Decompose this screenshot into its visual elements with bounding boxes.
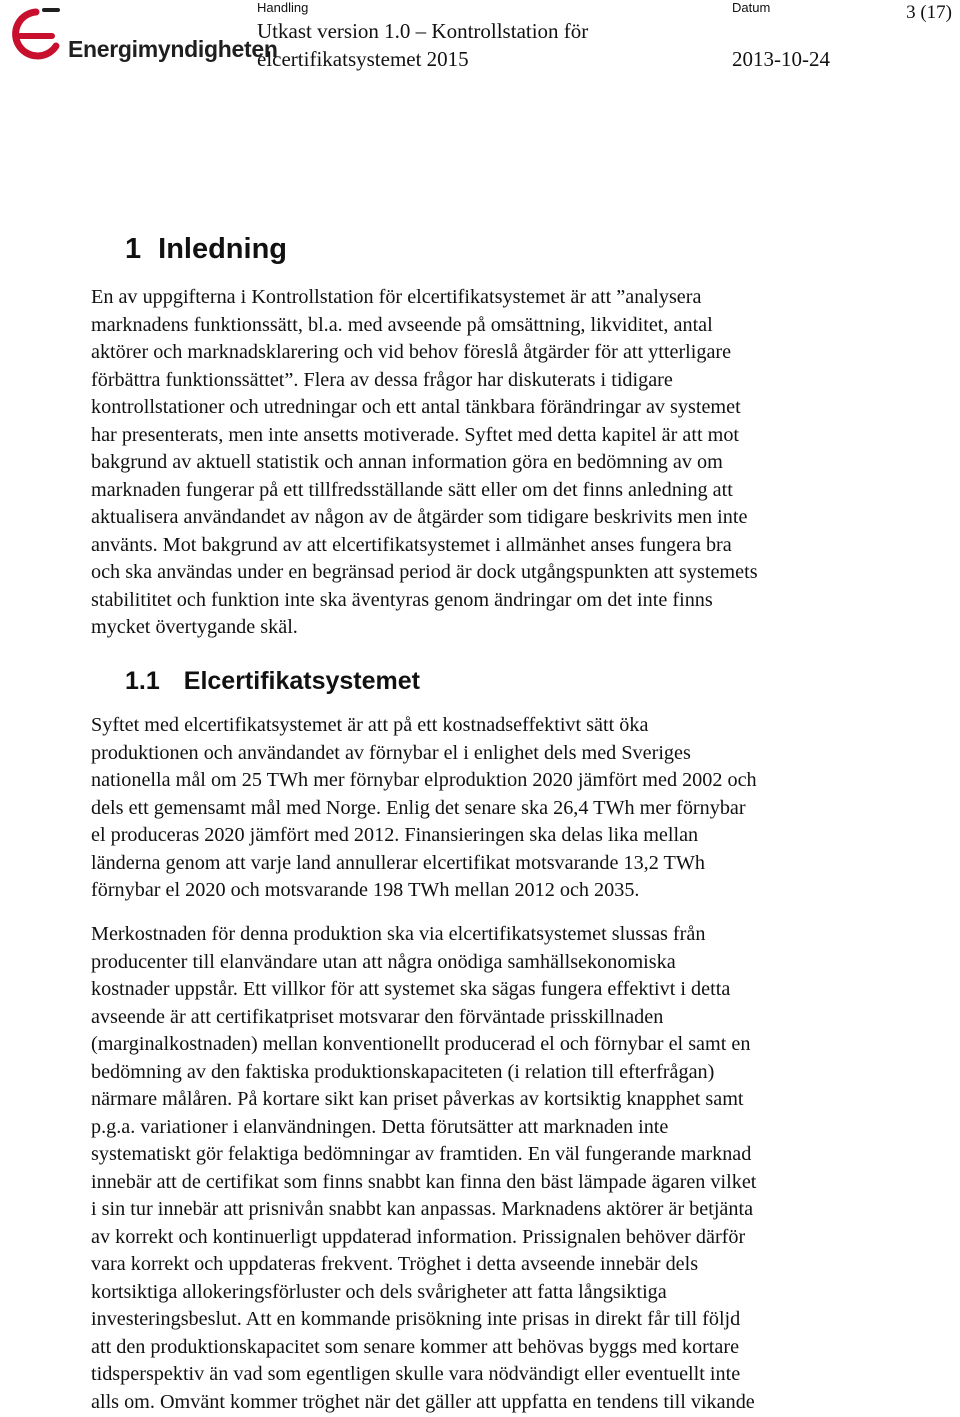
cost-paragraph-line: tidsperspektiv än vad som egentligen skulle vara nödvändigt eller eventuellt inte [91, 1363, 741, 1385]
handling-value-line2: elcertifikatsystemet 2015 [257, 47, 469, 71]
cost-paragraph-line: p.g.a. variationer i elanvändningen. Detta förutsätter att marknaden inte [91, 1115, 669, 1138]
cost-paragraph-line: närmare målåren. På kortare sikt kan priset påverkas av kortsiktig knapphet samt [91, 1088, 744, 1110]
intro-paragraph-line: aktörer och marknadsklarering och vid behov föreslå åtgärder för att ytterligare [91, 341, 732, 363]
intro-paragraph-line: bakgrund av aktuell statistik och annan information göra en bedömning av om [91, 451, 723, 473]
intro-paragraph-line: En av uppgifterna i Kontrollstation för elcertifikatsystemet är att ”analysera [91, 286, 702, 308]
section-number: 1 [125, 233, 142, 265]
purpose-paragraph-line: el produceras 2020 jämfört med 2012. Finansieringen ska delas lika mellan [91, 824, 699, 846]
cost-paragraph-line: alls om. Omvänt kommer tröghet när det gäller att uppfatta en tendens till vikande [91, 1390, 755, 1413]
intro-paragraph-line: kontrollstationer och utredningar och ett antal tänkbara förändringar av systemet [91, 396, 741, 418]
purpose-paragraph-line: förnybar el 2020 och motsvarande 198 TWh mellan 2012 och 2035. [91, 879, 640, 901]
purpose-paragraph-line: dels ett gemensamt mål med Norge. Enlig det senare ska 26,4 TWh mer förnybar [91, 796, 746, 819]
page-header [0, 0, 960, 80]
intro-paragraph-line: mycket övertygande skäl. [91, 616, 298, 638]
subsection-heading-elcertifikatsystemet [125, 667, 420, 696]
cost-paragraph-line: Merkostnaden för denna produktion ska via elcertifikatsystemet slussas från [91, 923, 706, 945]
cost-paragraph-line: systematiskt gör felaktiga bedömningar av framtiden. En väl fungerande marknad [91, 1143, 752, 1165]
cost-paragraph-line: kortsiktiga allokeringsförluster och dels svårigheter att fatta långsiktiga [91, 1280, 667, 1303]
handling-label: Handling [257, 0, 309, 15]
intro-paragraph-line: har presenterats, men inte ansetts motiverade. Syftet med detta kapitel är att mot [91, 423, 740, 446]
energimyndigheten-logo [6, 6, 278, 66]
cost-paragraph-line: (marginalkostnaden) mellan konventionellt producerad el och förnybar el samt en [91, 1033, 751, 1055]
intro-paragraph-line: använts. Mot bakgrund av att elcertifikatsystemet i allmänhet anses fungera bra [91, 533, 732, 556]
intro-paragraph-line: aktualisera användandet av någon av de åtgärder som tidigare beskrivits men inte [91, 506, 748, 528]
purpose-paragraph-line: Syftet med elcertifikatsystemet är att på ett kostnadseffektivt sätt öka [91, 714, 649, 736]
cost-paragraph [91, 921, 891, 1416]
cost-paragraph-line: i sin tur innebär att prisnivån snabbt kan anpassas. Marknadens aktörer är betjänta [91, 1198, 754, 1220]
cost-paragraph-line: vara korrekt och uppdateras frekvent. Tröghet i detta avseende innebär dels [91, 1253, 699, 1275]
cost-paragraph-line: att den produktionskapacitet som senare kommer att behövas byggs med kortare [91, 1335, 740, 1358]
intro-paragraph [91, 284, 891, 642]
logo-wordmark: Energimyndigheten [68, 36, 278, 62]
cost-paragraph-line: bedömning av den faktiska produktionskapaciteten (i relation till efterfrågan) [91, 1060, 715, 1083]
purpose-paragraph-line: nationella mål om 25 TWh mer förnybar elproduktion 2020 jämfört med 2002 och [91, 769, 757, 791]
purpose-paragraph [91, 712, 891, 905]
page-number: 3 (17) [906, 2, 952, 23]
section-heading-inledning [125, 233, 287, 266]
handling-value-line1: Utkast version 1.0 – Kontrollstation för [257, 19, 589, 43]
datum-label: Datum [732, 0, 771, 15]
cost-paragraph-line: innebär att de certifikat som finns snabbt kan finna den bäst lämpade ägaren vilket [91, 1170, 757, 1193]
intro-paragraph-line: marknaden fungerar på ett tillfredsställande sätt eller om det finns anledning att [91, 478, 733, 501]
cost-paragraph-line: avseende är att certifikatpriset motsvarar den förväntade prisskillnaden [91, 1005, 664, 1028]
intro-paragraph-line: stabilititet och funktion inte ska äventyras genom ändringar om det inte finns [91, 588, 713, 611]
cost-paragraph-line: producenter till elanvändare utan att några onödiga samhällsekonomiska [91, 950, 676, 973]
purpose-paragraph-line: produktionen och användandet av förnybar el i enlighet dels med Sveriges [91, 741, 691, 764]
cost-paragraph-line: av korrekt och kontinuerligt uppdaterad information. Prissignalen behöver därför [91, 1225, 746, 1248]
intro-paragraph-line: förbättra funktionssättet”. Flera av dessa frågor har diskuterats i tidigare [91, 368, 673, 391]
cost-paragraph-line: kostnader uppstår. Ett villkor för att systemet ska sägas fungera effektivt i detta [91, 978, 731, 1000]
datum-value: 2013-10-24 [732, 47, 830, 71]
section-title: Inledning [158, 233, 288, 265]
purpose-paragraph-line: länderna genom att varje land annullerar elcertifikat motsvarande 13,2 TWh [91, 851, 705, 874]
intro-paragraph-line: och ska användas under en begränsad period är dock utgångspunkten att systemets [91, 561, 758, 583]
logo-mark-icon [6, 6, 66, 62]
subsection-number: 1.1 [125, 667, 160, 695]
cost-paragraph-line: investeringsbeslut. Att en kommande prisökning inte prisas in direkt får till följd [91, 1308, 741, 1330]
subsection-title: Elcertifikatsystemet [183, 667, 420, 695]
intro-paragraph-line: marknadens funktionssätt, bl.a. med avseende på omsättning, likviditet, antal [91, 313, 713, 336]
